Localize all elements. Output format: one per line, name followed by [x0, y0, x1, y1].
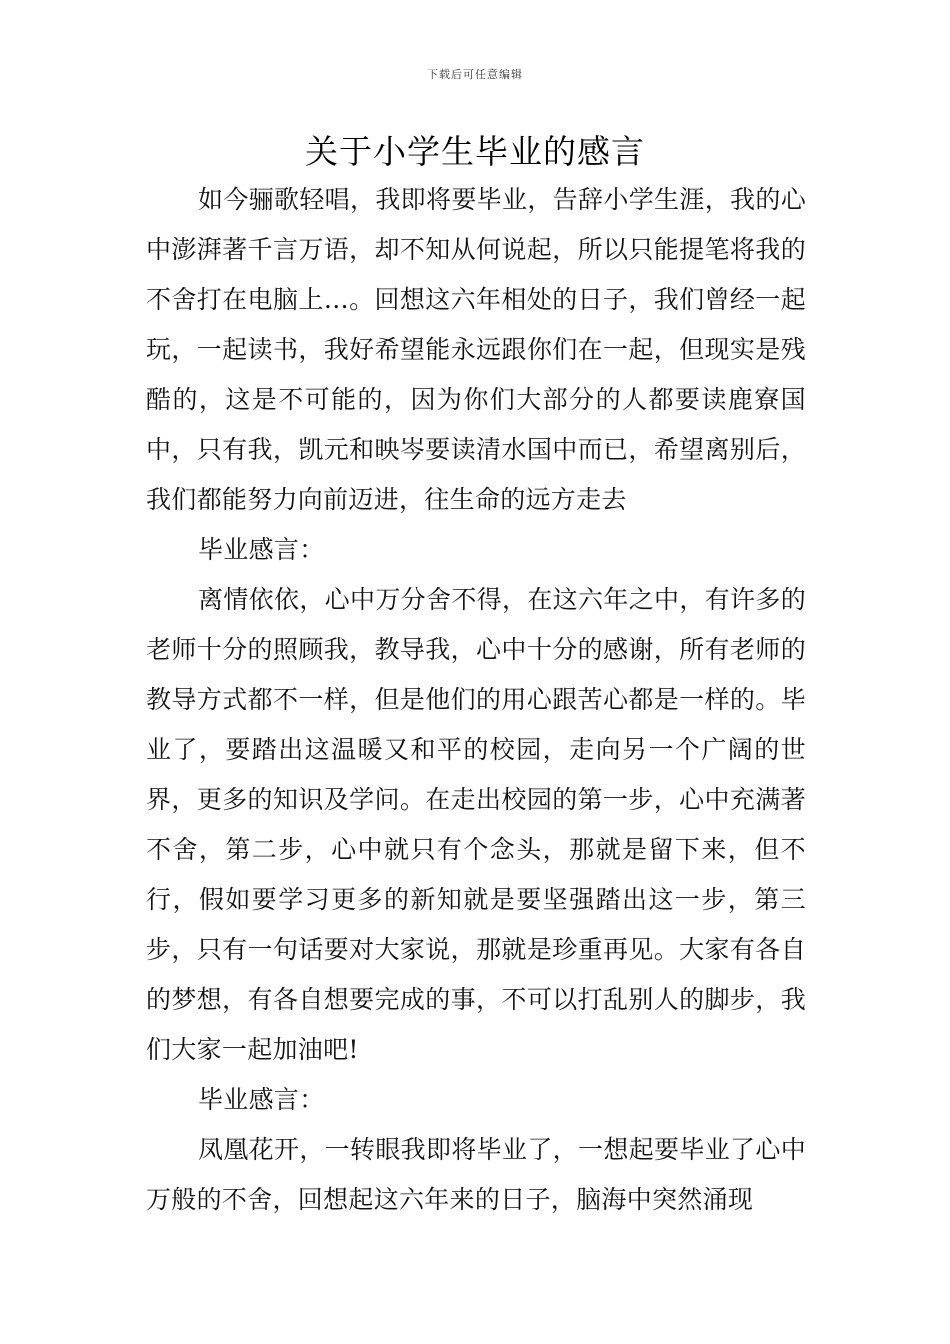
section-heading-1: 毕业感言： — [198, 535, 325, 564]
section-heading-2: 毕业感言： — [198, 1085, 325, 1114]
paragraph-1: 如今骊歌轻唱，我即将要毕业，告辞小学生涯，我的心中澎湃著千言万语，却不知从何说起，所以只能提笔将我的不舍打在电脑上…。回想这六年相处的日子，我们曾经一起玩，一起读书，我好希望能永远跟你们在一起，但现实是残酷的，这是不可能的，因为你们大部分的人都要读鹿寮国中，只有我，凯元和映岑要读清水国中而已，希望离别后，我们都能努力向前迈进，往生命的远方走去 — [146, 185, 806, 514]
paragraph-2: 离情依依，心中万分舍不得，在这六年之中，有许多的老师十分的照顾我，教导我，心中十分的感谢，所有老师的教导方式都不一样，但是他们的用心跟苦心都是一样的。毕业了，要踏出这温暖又和平的校园，走向另一个广阔的世界，更多的知识及学问。在走出校园的第一步，心中充满著不舍，第二步，心中就只有个念头，那就是留下来，但不行，假如要学习更多的新知就是要坚强踏出这一步，第三步，只有一句话要对大家说，那就是珍重再见。大家有各自的梦想，有各自想要完成的事，不可以打乱别人的脚步，我们大家一起加油吧! — [146, 585, 806, 1064]
document-body — [146, 175, 806, 1225]
document-title: 关于小学生毕业的感言 — [305, 132, 645, 171]
paragraph-3: 凤凰花开，一转眼我即将毕业了，一想起要毕业了心中万般的不舍，回想起这六年来的日子，脑海中突然涌现 — [146, 1135, 806, 1214]
header-note: 下载后可任意编辑 — [427, 68, 523, 81]
